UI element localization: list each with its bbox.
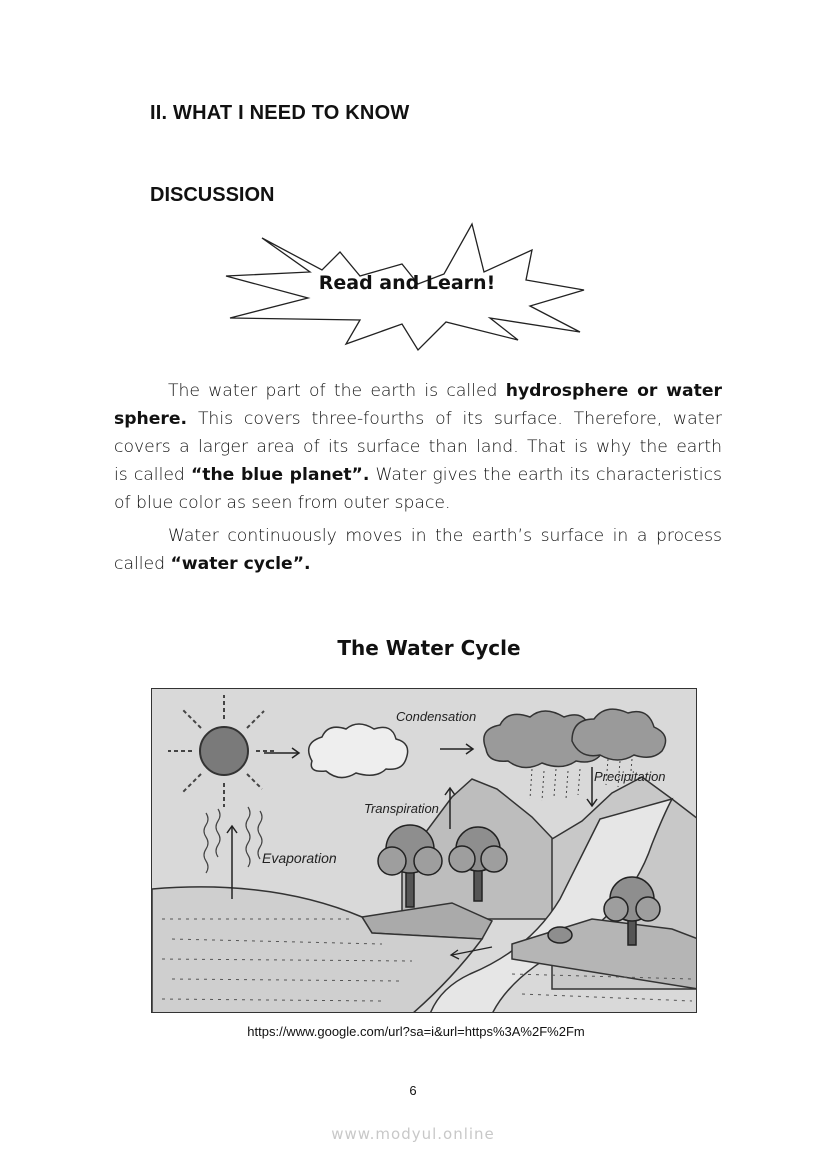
- water-cycle-illustration: [151, 688, 697, 1013]
- callout-text: Read and Learn!: [318, 272, 496, 294]
- label-evaporation: Evaporation: [262, 850, 337, 866]
- discussion-heading: DISCUSSION: [150, 184, 275, 206]
- paragraph-hydrosphere: The water part of the earth is called hydrosphere or water sphere. This covers three-fourths of its surface. Therefore, water covers a larger area of its surface than land. That is why the earth is called “the blue planet”. Water gives the earth its characteristics of blue color as seen from outer space.: [114, 381, 723, 513]
- label-condensation: Condensation: [396, 709, 477, 724]
- figure-source-caption: https://www.google.com/url?sa=i&url=https%3A%2F%2Fm: [247, 1024, 585, 1039]
- paragraph-water-cycle: Water continuously moves in the earth’s surface in a process called “water cycle”.: [114, 526, 722, 574]
- section-heading: II. WHAT I NEED TO KNOW: [150, 102, 410, 124]
- page-number: 6: [409, 1083, 417, 1098]
- label-precipitation: Precipitation: [594, 769, 666, 784]
- label-transpiration: Transpiration: [364, 801, 439, 816]
- figure-title: The Water Cycle: [337, 636, 521, 660]
- watermark: www.modyul.online: [331, 1125, 495, 1143]
